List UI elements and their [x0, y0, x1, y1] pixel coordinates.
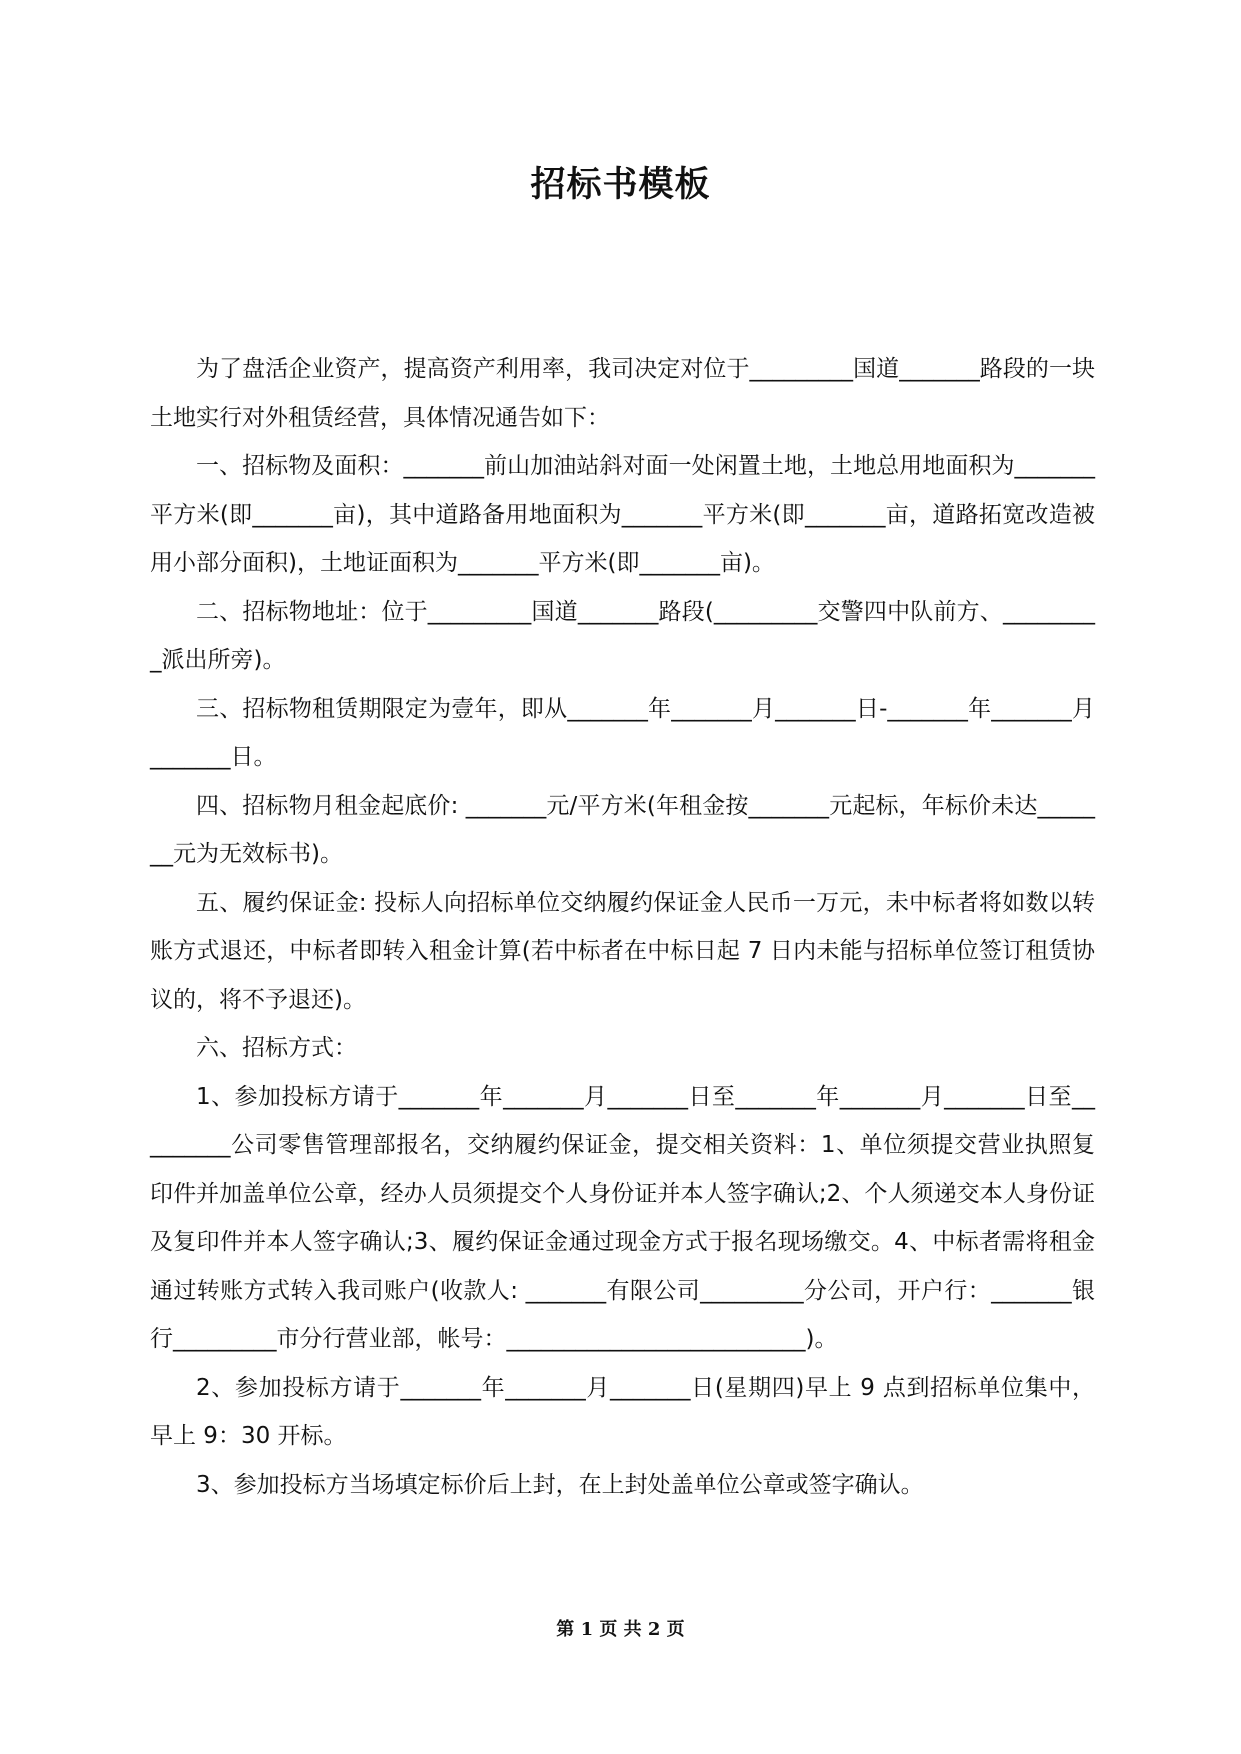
paragraph-section-2-address: 二、招标物地址：位于_________国道_______路段(_________交警四中队前方、_________派出所旁)。 — [150, 598, 1095, 673]
paragraph-item-2-opening: 2、参加投标方请于_______年_______月_______日(星期四)早上 9 点到招标单位集中，早上 9：30 开标。 — [150, 1374, 1095, 1449]
paragraph-intro: 为了盘活企业资产，提高资产利用率，我司决定对位于_________国道_______路段的一块土地实行对外租赁经营，具体情况通告如下： — [150, 356, 1095, 431]
page-title: 招标书模板 — [530, 165, 711, 205]
page-number: 第 1 页 共 2 页 — [556, 1619, 685, 1640]
paragraph-item-3-sealing: 3、参加投标方当场填定标价后上封，在上封处盖单位公章或签字确认。 — [196, 1471, 924, 1498]
paragraph-section-4-rent: 四、招标物月租金起底价: _______元/平方米(年租金按_______元起标，年标价未达_______元为无效标书)。 — [150, 792, 1095, 867]
document-body — [150, 345, 1095, 1509]
paragraph-section-6-heading: 六、招标方式： — [196, 1035, 357, 1061]
paragraph-section-3-term: 三、招标物租赁期限定为壹年，即从_______年_______月_______日-_______年_______月_______日。 — [150, 695, 1095, 770]
paragraph-section-5-deposit: 五、履约保证金: 投标人向招标单位交纳履约保证金人民币一万元，未中标者将如数以转账方式退还，中标者即转入租金计算(若中标者在中标日起 7 日内未能与招标单位签订租赁协议的，将不予退还)。 — [150, 889, 1095, 1013]
paragraph-section-1-area: 一、招标物及面积：_______前山加油站斜对面一处闲置土地，土地总用地面积为_______平方米(即_______亩)，其中道路备用地面积为_______平方米(即_______亩，道路拓宽改造被用小部分面积)，土地证面积为_______平方米(即_______亩)。 — [150, 453, 1095, 576]
paragraph-item-1-registration: 1、参加投标方请于_______年_______月_______日至_______年_______月_______日至_________公司零售管理部报名，交纳履约保证金，提交相关资料：1、单位须提交营业执照复印件并加盖单位公章，经办人员须提交个人身份证并本人签字确认;2、个人须递交本人身份证及复印件并本人签字确认;3、履约保证金通过现金方式于报名现场缴交。4、中标者需将租金通过转账方式转入我司账户(收款人: _______有限公司_________分公司，开户行：_______银行_________市分行营业部，帐号：__________________________)。 — [150, 1083, 1095, 1352]
